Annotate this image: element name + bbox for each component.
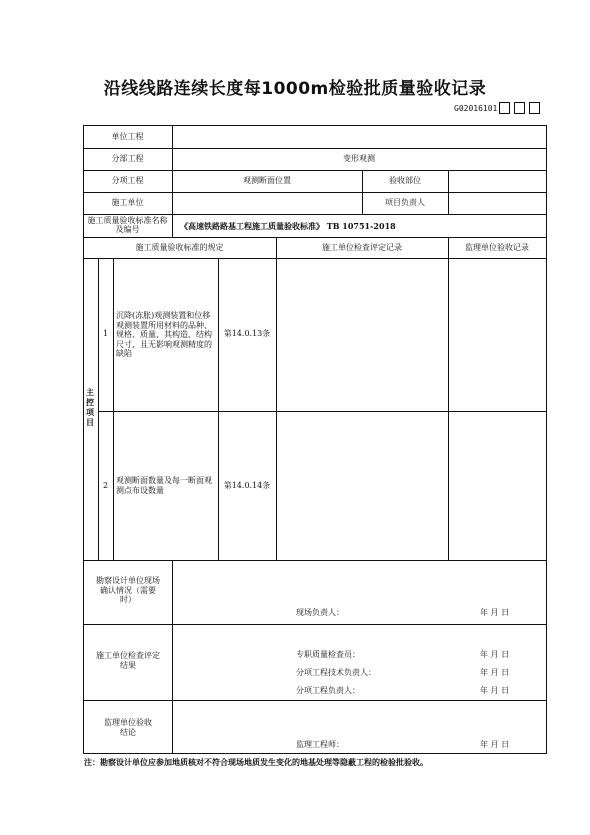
main-control-label: 主控项目 [86,387,94,427]
document-code: G02016101 [454,104,498,113]
header-standard: 施工质量验收标准的规定 [135,243,224,252]
supervisor-signer: 监理工程师： [296,740,344,749]
code-box-3[interactable] [529,102,540,114]
acceptance-location-label: 验收部位 [389,176,421,185]
contractor-signer-leader: 分项工程负责人： [296,686,360,695]
contractor-date-3: 年 月 日 [480,686,510,695]
header-contractor: 施工单位检查评定记录 [322,243,402,252]
item-1-requirement: 沉降(冻胀)观测装置和位移观测装置所用材料的品种、规格、质量、其构造、结构尺寸，且无影响观测精度的缺陷 [116,311,212,358]
standard-label: 施工质量验收标准名称及编号 [87,216,168,234]
item-1-number: 1 [102,329,109,338]
unit-project-label: 单位工程 [111,132,144,141]
item-2-supervisor-record[interactable] [449,412,545,559]
contractor-signer-inspector: 专职质量检查员： [296,650,360,659]
item-1-clause: 第14.0.13条 [223,329,271,338]
item-1-supervisor-record[interactable] [449,259,545,410]
item-2-clause: 第14.0.14条 [223,481,271,490]
supervisor-date: 年 月 日 [480,740,510,749]
item-2-requirement: 观测断面数量及每一断面观测点布设数量 [116,476,212,495]
contractor-date-1: 年 月 日 [480,650,510,659]
header-supervisor: 监理单位验收记录 [465,243,529,252]
item-project-label: 分项工程 [111,176,144,185]
code-box-1[interactable] [499,102,510,114]
item-1-contractor-record[interactable] [277,259,447,410]
item-project-value: 观测断面位置 [243,176,291,185]
survey-label: 勘察设计单位现场确认情况（需要时） [96,576,160,604]
construction-unit-field[interactable] [173,193,361,213]
survey-date: 年 月 日 [480,608,510,617]
project-leader-field[interactable] [449,193,545,213]
sub-project-label: 分部工程 [111,154,144,163]
sub-project-value: 变形观测 [343,154,375,163]
standard-value: 《高速铁路路基工程施工质量验收标准》 TB 10751-2018 [180,221,396,231]
construction-unit-label: 施工单位 [111,198,144,207]
footnote: 注：勘察设计单位应参加地质核对不符合现场地质发生变化的地基处理等隐蔽工程的检验批验收。 [84,757,428,767]
code-box-2[interactable] [514,102,525,114]
survey-signer: 现场负责人： [296,608,344,617]
supervisor-conclusion-label: 监理单位验收结论 [104,718,152,737]
page-title: 沿线线路连续长度每1000m检验批质量验收记录 [103,79,487,99]
item-2-number: 2 [102,481,109,490]
contractor-result-label: 施工单位检查评定结果 [96,651,160,670]
contractor-signer-tech: 分项工程技术负责人： [296,668,376,677]
project-leader-label: 项目负责人 [385,198,425,207]
unit-project-field[interactable] [173,127,545,147]
item-2-contractor-record[interactable] [277,412,447,559]
acceptance-location-field[interactable] [449,171,545,191]
contractor-date-2: 年 月 日 [480,668,510,677]
